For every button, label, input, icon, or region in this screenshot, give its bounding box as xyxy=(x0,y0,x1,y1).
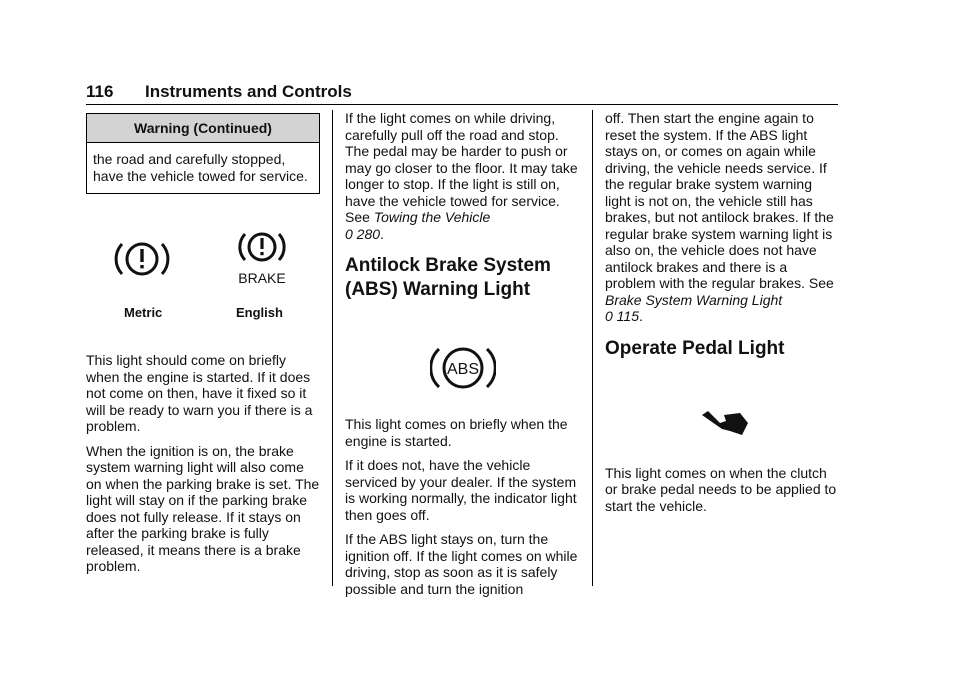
brake-word: BRAKE xyxy=(238,270,286,286)
brake-warning-metric-icon xyxy=(114,236,170,282)
paragraph: This light comes on when the clutch or brake pedal needs to be applied to start the vehicle. xyxy=(605,464,837,514)
period: . xyxy=(380,225,384,242)
paragraph: This light should come on briefly when the engine is started. If it does not come on then, have it fixed so it will be ready to warn you if there is a problem. xyxy=(86,352,313,434)
cross-reference-link[interactable]: Brake System Warning Light xyxy=(605,291,783,308)
column-divider xyxy=(332,110,333,586)
paragraph: When the ignition is on, the brake system warning light will also come on when the parking brake is set. The light will stay on if the parking brake does not fully release. If it stays on after the parking brake is fully released, it means there is a brake problem. xyxy=(86,442,320,574)
warning-box xyxy=(86,113,320,194)
period: . xyxy=(639,308,643,324)
cross-reference-link[interactable]: Towing the Vehicle xyxy=(373,209,491,225)
warning-title: Warning (Continued) xyxy=(87,114,319,143)
warning-body: the road and carefully stopped, have the vehicle towed for service. xyxy=(93,151,308,184)
english-label: English xyxy=(236,305,283,320)
operate-pedal-icon xyxy=(700,409,752,437)
page-number: 116 xyxy=(86,82,114,101)
paragraph: If it does not, have the vehicle serviced by your dealer. If the system is working normally, the indicator light then goes off. xyxy=(345,457,577,523)
abs-icon-text: ABS xyxy=(446,361,480,378)
paragraph-text: If the light comes on while driving, carefully pull off the road and stop. The pedal may be harder to push or may go closer to the floor. It may take longer to stop. If the light is still on, have the vehicle towed for service. See xyxy=(345,110,578,225)
column-2 xyxy=(345,110,581,605)
page-reference: 0 115 xyxy=(605,308,639,324)
section-heading: Antilock Brake System (ABS) Warning Light xyxy=(345,255,551,300)
paragraph-text: off. Then start the engine again to reset the system. If the ABS light stays on, or comes on again while driving, the vehicle needs service. If the regular brake system warning light is not on, the vehicle still has brakes, but not antilock brakes. If the regular brake system warning light is also on, the vehicle does not have antilock brakes and there is a problem with the regular brakes. See xyxy=(605,110,834,291)
paragraph: This light comes on briefly when the engine is started. xyxy=(345,416,568,449)
brake-icons xyxy=(86,228,320,342)
page-reference: 0 280 xyxy=(345,225,381,242)
metric-label: Metric xyxy=(124,305,163,320)
abs-warning-icon xyxy=(430,344,496,392)
paragraph: If the ABS light stays on, turn the ignition off. If the light comes on while driving, stop as soon as it is safely possible and turn the ignition xyxy=(345,531,578,597)
column-divider xyxy=(592,110,593,586)
brake-warning-english-icon xyxy=(234,228,290,288)
column-1 xyxy=(86,110,320,583)
page-header xyxy=(86,82,838,105)
paragraph xyxy=(605,110,839,325)
section-heading: Operate Pedal Light xyxy=(605,337,785,359)
paragraph xyxy=(345,110,581,242)
section-title: Instruments and Controls xyxy=(145,82,352,101)
column-3 xyxy=(605,110,839,522)
